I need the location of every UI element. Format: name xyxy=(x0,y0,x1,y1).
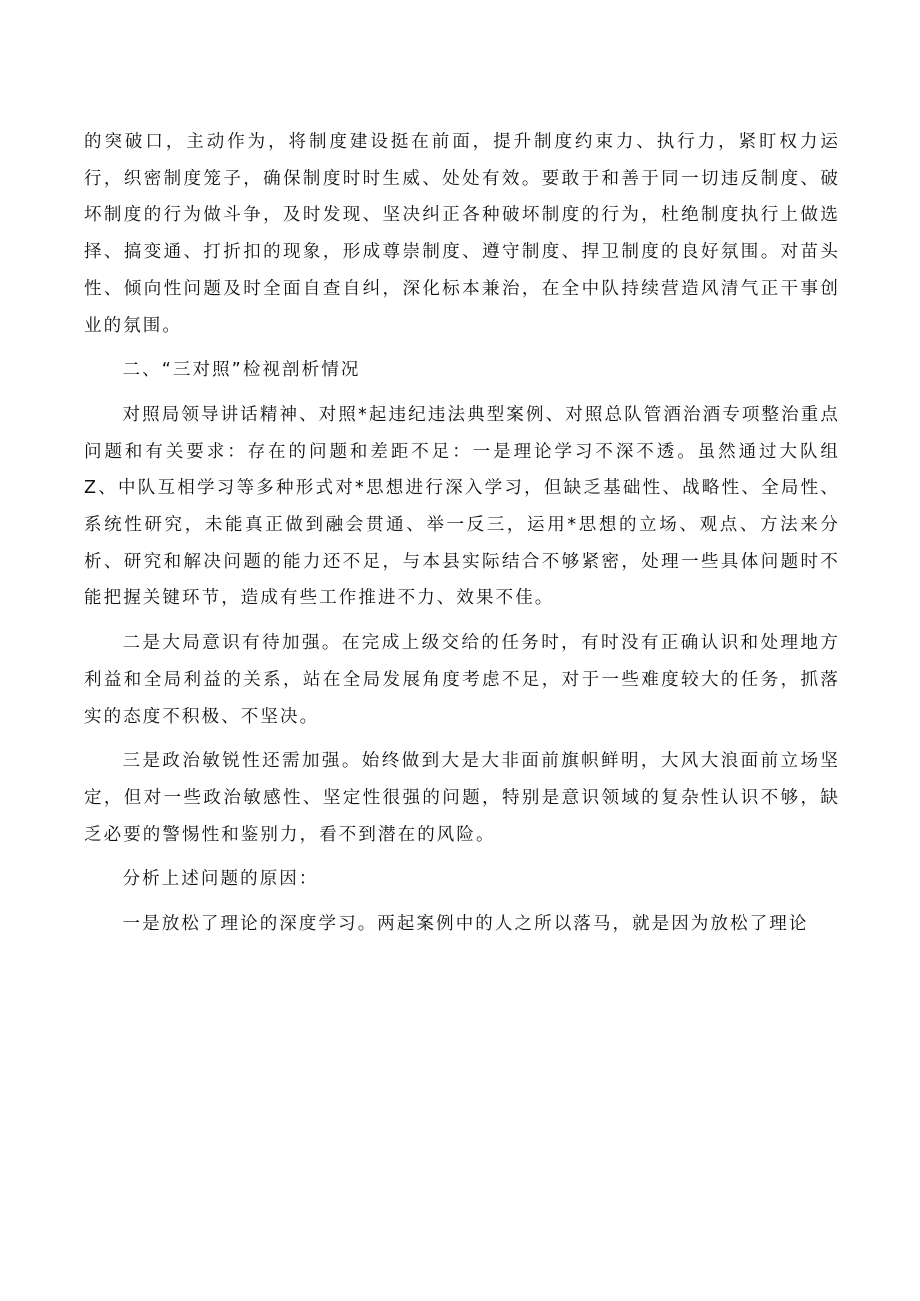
section-heading: 二、“三对照”检视剖析情况 xyxy=(122,360,361,381)
paragraph-continuation: 的突破口，主动作为，将制度建设挺在前面，提升制度约束力、执行力，紧盯权力运行，织密制度笼子，确保制度时时生威、处处有效。要敢于和善于同一切违反制度、破坏制度的行为做斗争，及时发现、坚决纠正各种破坏制度的行为，杜绝制度执行上做选择、搞变通、打折扣的现象，形成尊崇制度、遵守制度、捍卫制度的良好氛围。对苗头性、倾向性问题及时全面自查自纠，深化标本兼治，在全中队持续营造风清气正干事创业的氛围。 xyxy=(84,132,840,336)
paragraph-overall-awareness: 二是大局意识有待加强。在完成上级交给的任务时，有时没有正确认识和处理地方利益和全局利益的关系，站在全局发展角度考虑不足，对于一些难度较大的任务，抓落实的态度不积极、不坚决。 xyxy=(84,633,840,727)
paragraph-problems: 对照局领导讲话精神、对照*起违纪违法典型案例、对照总队管酒治酒专项整治重点问题和有关要求：存在的问题和差距不足：一是理论学习不深不透。虽然通过大队组Z、中队互相学习等多种形式对*思想进行深入学习，但缺乏基础性、战略性、全局性、系统性研究，未能真正做到融会贯通、举一反三，运用*思想的立场、观点、方法来分析、研究和解决问题的能力还不足，与本县实际结合不够紧密，处理一些具体问题时不能把握关键环节，造成有些工作推进不力、效果不佳。 xyxy=(84,404,840,609)
paragraph-political-sensitivity: 三是政治敏锐性还需加强。始终做到大是大非面前旗帜鲜明，大风大浪面前立场坚定，但对一些政治敏感性、坚定性很强的问题，特别是意识领域的复杂性认识不够，缺乏必要的警惕性和鉴别力，看不到潜在的风险。 xyxy=(84,751,840,845)
paragraph-cause-one: 一是放松了理论的深度学习。两起案例中的人之所以落马，就是因为放松了理论 xyxy=(122,914,809,935)
paragraph-cause-intro: 分析上述问题的原因： xyxy=(122,869,319,890)
